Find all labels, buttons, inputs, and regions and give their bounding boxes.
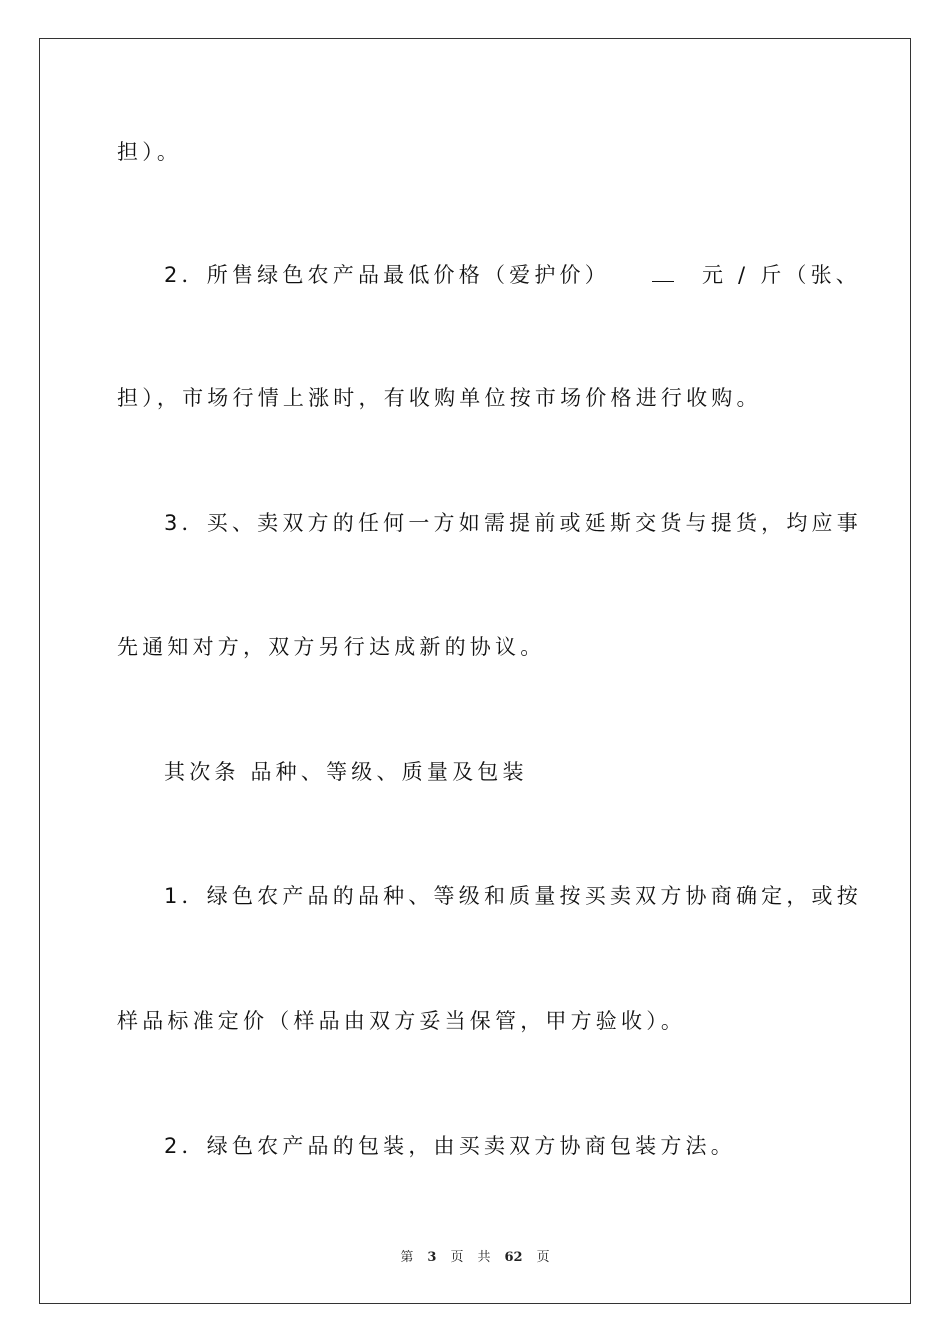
page-number: 3 [427,1250,437,1265]
text-line-8: 样品标准定价（样品由双方妥当保管，甲方验收）。 [117,1009,687,1033]
page-border [39,38,911,1304]
text-line-2 [164,260,861,290]
page-footer [0,1246,950,1265]
total-pages-indicator: 共 62 页 [477,1250,550,1265]
text-line-7: 1．绿色农产品的品种、等级和质量按买卖双方协商确定，或按 [164,884,862,908]
price-unit-text: 元 / 斤（张、 [701,263,861,287]
total-pages-number: 62 [504,1250,523,1265]
section-heading: 其次条 品种、等级、质量及包装 [164,760,528,784]
price-clause-text: 2．所售绿色农产品最低价格（爱护价） [164,263,610,287]
price-blank-field [652,263,674,282]
text-line-5: 先通知对方，双方另行达成新的协议。 [117,635,546,659]
text-line-4: 3．买、卖双方的任何一方如需提前或延斯交货与提货，均应事 [164,511,862,535]
text-line-1: 担）。 [117,140,183,164]
text-line-9: 2．绿色农产品的包装，由买卖双方协商包装方法。 [164,1134,736,1158]
text-line-3: 担），市场行情上涨时，有收购单位按市场价格进行收购。 [117,386,762,410]
page-indicator: 第 3 页 [400,1250,464,1265]
